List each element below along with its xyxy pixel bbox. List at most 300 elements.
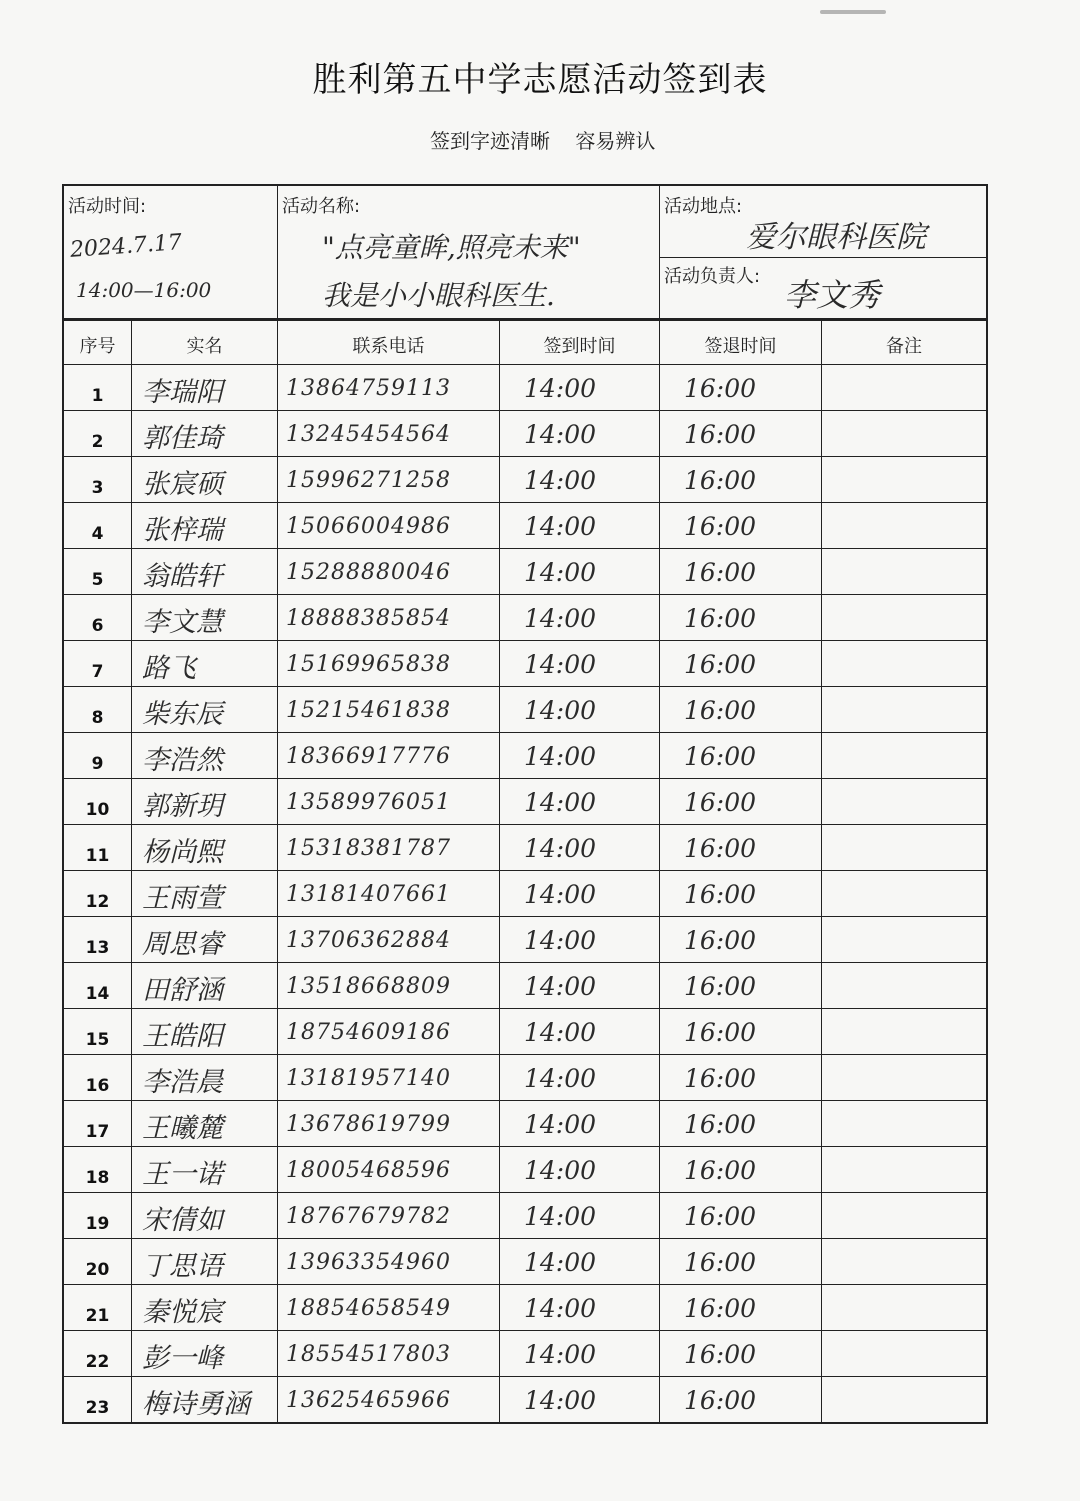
phone-number-cell xyxy=(278,549,500,594)
signer-name: 路飞 xyxy=(142,653,196,684)
note-cell xyxy=(822,1377,986,1422)
signer-name: 王皓阳 xyxy=(142,1021,223,1052)
phone-number-cell xyxy=(278,457,500,502)
phone-number-cell xyxy=(278,1009,500,1054)
signer-name-cell xyxy=(132,963,278,1008)
signin-time-cell xyxy=(500,825,660,870)
activity-location-cell xyxy=(660,186,986,258)
signer-name: 李浩然 xyxy=(142,745,223,776)
signin-time-cell xyxy=(500,641,660,686)
seq-number-cell xyxy=(64,595,132,640)
note-cell xyxy=(822,733,986,778)
signer-name-cell xyxy=(132,917,278,962)
signer-name-cell xyxy=(132,1285,278,1330)
signin-time: 14:00 xyxy=(524,1248,597,1277)
seq-number-cell xyxy=(64,871,132,916)
signin-time: 14:00 xyxy=(524,696,597,725)
phone-number-cell xyxy=(278,1377,500,1422)
signout-time-cell xyxy=(660,963,822,1008)
phone-number-cell xyxy=(278,1147,500,1192)
signout-time-cell xyxy=(660,641,822,686)
signer-name: 田舒涵 xyxy=(142,975,223,1006)
note-cell xyxy=(822,595,986,640)
signout-time-cell xyxy=(660,549,822,594)
signout-time: 16:00 xyxy=(684,696,757,725)
header-note-label: 备注 xyxy=(886,336,922,357)
table-row xyxy=(64,456,986,502)
activity-location-label: 活动地点: xyxy=(664,196,743,217)
table-row xyxy=(64,916,986,962)
signout-time: 16:00 xyxy=(684,1340,757,1369)
phone-number: 18854658549 xyxy=(286,1296,451,1321)
header-signout xyxy=(660,321,822,364)
seq-number: 23 xyxy=(85,1398,110,1418)
signer-name-cell xyxy=(132,1193,278,1238)
activity-time-cell xyxy=(64,186,278,318)
signin-time-cell xyxy=(500,733,660,778)
phone-number: 13589976051 xyxy=(286,790,451,815)
table-row xyxy=(64,1376,986,1422)
signout-time: 16:00 xyxy=(684,1064,757,1093)
signout-time-cell xyxy=(660,1285,822,1330)
phone-number: 13518668809 xyxy=(286,974,451,999)
phone-number: 15169965838 xyxy=(286,652,451,677)
signin-time-cell xyxy=(500,411,660,456)
signer-name: 王一诺 xyxy=(142,1159,223,1190)
table-row xyxy=(64,824,986,870)
signer-name-cell xyxy=(132,549,278,594)
note-cell xyxy=(822,365,986,410)
note-cell xyxy=(822,687,986,732)
seq-number-cell xyxy=(64,825,132,870)
table-row xyxy=(64,1146,986,1192)
signin-time-cell xyxy=(500,1193,660,1238)
signin-table xyxy=(62,320,988,1424)
header-signin-label: 签到时间 xyxy=(543,336,616,357)
note-cell xyxy=(822,1193,986,1238)
activity-time-range: 14:00—16:00 xyxy=(76,278,212,302)
phone-number: 18554517803 xyxy=(286,1342,451,1367)
seq-number: 20 xyxy=(85,1260,110,1280)
signout-time-cell xyxy=(660,1147,822,1192)
signer-name: 郭佳琦 xyxy=(142,423,223,454)
signout-time: 16:00 xyxy=(684,512,757,541)
activity-location: 爱尔眼科医院 xyxy=(746,220,926,255)
signout-time-cell xyxy=(660,825,822,870)
table-row xyxy=(64,548,986,594)
signout-time: 16:00 xyxy=(684,1110,757,1139)
signin-time-cell xyxy=(500,1377,660,1422)
seq-number: 15 xyxy=(85,1030,110,1050)
table-row xyxy=(64,778,986,824)
signout-time-cell xyxy=(660,411,822,456)
signout-time: 16:00 xyxy=(684,1018,757,1047)
signer-name-cell xyxy=(132,1055,278,1100)
signer-name-cell xyxy=(132,733,278,778)
signer-name: 周思睿 xyxy=(142,929,223,960)
signin-time: 14:00 xyxy=(524,1202,597,1231)
signin-time: 14:00 xyxy=(524,650,597,679)
table-row xyxy=(64,502,986,548)
seq-number-cell xyxy=(64,1147,132,1192)
signout-time-cell xyxy=(660,779,822,824)
phone-number-cell xyxy=(278,733,500,778)
signin-time-cell xyxy=(500,963,660,1008)
activity-name-line1: "点亮童眸,照亮未来" xyxy=(322,231,581,264)
header-name-label: 实名 xyxy=(186,336,223,357)
signin-time: 14:00 xyxy=(524,420,597,449)
seq-number-cell xyxy=(64,687,132,732)
seq-number-cell xyxy=(64,779,132,824)
table-row xyxy=(64,1284,986,1330)
note-cell xyxy=(822,779,986,824)
seq-number: 4 xyxy=(91,524,104,544)
signer-name-cell xyxy=(132,687,278,732)
signer-name: 秦悦宸 xyxy=(142,1297,223,1328)
signer-name: 张宸硕 xyxy=(142,469,223,500)
seq-number-cell xyxy=(64,917,132,962)
phone-number: 18754609186 xyxy=(286,1020,451,1045)
signin-time: 14:00 xyxy=(524,374,597,403)
signer-name: 柴东辰 xyxy=(142,699,223,730)
signer-name-cell xyxy=(132,825,278,870)
table-row xyxy=(64,364,986,410)
note-cell xyxy=(822,503,986,548)
signout-time-cell xyxy=(660,457,822,502)
signin-time: 14:00 xyxy=(524,880,597,909)
table-row xyxy=(64,640,986,686)
signer-name: 李瑞阳 xyxy=(142,377,223,408)
signer-name-cell xyxy=(132,595,278,640)
phone-number: 13963354960 xyxy=(286,1250,451,1275)
signin-time-cell xyxy=(500,917,660,962)
signout-time-cell xyxy=(660,1193,822,1238)
signin-time-cell xyxy=(500,871,660,916)
header-phone-label: 联系电话 xyxy=(352,336,425,357)
signout-time: 16:00 xyxy=(684,374,757,403)
signer-name: 郭新玥 xyxy=(142,791,223,822)
header-seq xyxy=(64,321,132,364)
phone-number-cell xyxy=(278,1285,500,1330)
seq-number: 8 xyxy=(91,708,104,728)
seq-number-cell xyxy=(64,549,132,594)
signin-time: 14:00 xyxy=(524,1018,597,1047)
signout-time: 16:00 xyxy=(684,742,757,771)
signer-name: 梅诗勇涵 xyxy=(142,1389,250,1420)
signin-time: 14:00 xyxy=(524,742,597,771)
phone-number: 15066004986 xyxy=(286,514,451,539)
table-row xyxy=(64,1238,986,1284)
seq-number: 10 xyxy=(85,800,110,820)
signout-time-cell xyxy=(660,871,822,916)
table-row xyxy=(64,410,986,456)
signout-time-cell xyxy=(660,1055,822,1100)
activity-name-label: 活动名称: xyxy=(282,196,361,217)
phone-number: 18366917776 xyxy=(286,744,451,769)
signin-time: 14:00 xyxy=(524,1294,597,1323)
phone-number-cell xyxy=(278,687,500,732)
activity-leader-label: 活动负责人: xyxy=(664,266,761,287)
signout-time: 16:00 xyxy=(684,926,757,955)
note-cell xyxy=(822,1055,986,1100)
table-row xyxy=(64,962,986,1008)
signout-time-cell xyxy=(660,1009,822,1054)
phone-number: 18005468596 xyxy=(286,1158,451,1183)
phone-number: 13864759113 xyxy=(286,376,451,401)
signer-name-cell xyxy=(132,365,278,410)
signout-time-cell xyxy=(660,917,822,962)
seq-number-cell xyxy=(64,503,132,548)
phone-number-cell xyxy=(278,503,500,548)
seq-number: 1 xyxy=(91,386,104,406)
signout-time-cell xyxy=(660,733,822,778)
seq-number-cell xyxy=(64,1055,132,1100)
signout-time: 16:00 xyxy=(684,466,757,495)
signin-time-cell xyxy=(500,1331,660,1376)
signout-time: 16:00 xyxy=(684,650,757,679)
seq-number: 16 xyxy=(85,1076,110,1096)
table-row xyxy=(64,1008,986,1054)
table-row xyxy=(64,1054,986,1100)
signer-name-cell xyxy=(132,411,278,456)
phone-number: 13706362884 xyxy=(286,928,451,953)
table-header xyxy=(64,320,986,364)
seq-number-cell xyxy=(64,641,132,686)
phone-number-cell xyxy=(278,963,500,1008)
signout-time: 16:00 xyxy=(684,1248,757,1277)
signin-time-cell xyxy=(500,365,660,410)
note-cell xyxy=(822,1147,986,1192)
seq-number: 17 xyxy=(85,1122,110,1142)
seq-number: 2 xyxy=(91,432,104,452)
seq-number: 21 xyxy=(85,1306,110,1326)
phone-number: 18888385854 xyxy=(286,606,451,631)
seq-number: 14 xyxy=(85,984,110,1004)
signin-time: 14:00 xyxy=(524,972,597,1001)
table-row xyxy=(64,870,986,916)
activity-date: 2024.7.17 xyxy=(69,230,183,263)
signin-time: 14:00 xyxy=(524,558,597,587)
note-cell xyxy=(822,1285,986,1330)
seq-number: 11 xyxy=(85,846,110,866)
signout-time-cell xyxy=(660,595,822,640)
signout-time: 16:00 xyxy=(684,1156,757,1185)
signin-time-cell xyxy=(500,549,660,594)
signer-name: 王雨萱 xyxy=(142,883,223,914)
seq-number-cell xyxy=(64,1009,132,1054)
signin-time-cell xyxy=(500,503,660,548)
signer-name-cell xyxy=(132,1147,278,1192)
signer-name: 李浩晨 xyxy=(142,1067,223,1098)
signout-time: 16:00 xyxy=(684,972,757,1001)
activity-name-cell xyxy=(278,186,660,318)
signer-name-cell xyxy=(132,503,278,548)
phone-number: 15215461838 xyxy=(286,698,451,723)
signin-time: 14:00 xyxy=(524,1110,597,1139)
signin-time-cell xyxy=(500,1101,660,1146)
header-note xyxy=(822,321,986,364)
signout-time: 16:00 xyxy=(684,1386,757,1415)
activity-name-line2: 我是小小眼科医生. xyxy=(322,279,555,312)
phone-number: 13245454564 xyxy=(286,422,451,447)
signout-time-cell xyxy=(660,365,822,410)
signin-time-cell xyxy=(500,1239,660,1284)
phone-number-cell xyxy=(278,1239,500,1284)
phone-number-cell xyxy=(278,1193,500,1238)
signout-time-cell xyxy=(660,1377,822,1422)
signin-time-cell xyxy=(500,687,660,732)
page-title: 胜利第五中学志愿活动签到表 xyxy=(312,60,768,100)
note-cell xyxy=(822,825,986,870)
seq-number-cell xyxy=(64,963,132,1008)
signout-time-cell xyxy=(660,1101,822,1146)
seq-number-cell xyxy=(64,733,132,778)
table-row xyxy=(64,1330,986,1376)
page-subtitle: 签到字迹清晰 容易辨认 xyxy=(430,129,656,153)
phone-number-cell xyxy=(278,1055,500,1100)
signer-name: 丁思语 xyxy=(142,1251,223,1282)
signer-name: 杨尚熙 xyxy=(142,837,223,868)
signin-time: 14:00 xyxy=(524,834,597,863)
activity-leader-cell xyxy=(660,258,986,318)
header-phone xyxy=(278,321,500,364)
phone-number: 15996271258 xyxy=(286,468,451,493)
seq-number-cell xyxy=(64,1285,132,1330)
note-cell xyxy=(822,963,986,1008)
phone-number: 13181407661 xyxy=(286,882,451,907)
signout-time: 16:00 xyxy=(684,834,757,863)
signer-name-cell xyxy=(132,1009,278,1054)
seq-number-cell xyxy=(64,1377,132,1422)
signer-name: 李文慧 xyxy=(142,607,223,638)
signout-time: 16:00 xyxy=(684,1294,757,1323)
signin-time: 14:00 xyxy=(524,926,597,955)
seq-number-cell xyxy=(64,457,132,502)
signout-time: 16:00 xyxy=(684,880,757,909)
phone-number: 13181957140 xyxy=(286,1066,451,1091)
note-cell xyxy=(822,549,986,594)
seq-number-cell xyxy=(64,411,132,456)
note-cell xyxy=(822,457,986,502)
signin-time: 14:00 xyxy=(524,788,597,817)
signer-name-cell xyxy=(132,1239,278,1284)
signer-name-cell xyxy=(132,1101,278,1146)
phone-number-cell xyxy=(278,641,500,686)
phone-number: 15318381787 xyxy=(286,836,451,861)
activity-time-label: 活动时间: xyxy=(68,196,147,217)
phone-number-cell xyxy=(278,917,500,962)
signout-time: 16:00 xyxy=(684,788,757,817)
signer-name: 彭一峰 xyxy=(142,1343,223,1374)
note-cell xyxy=(822,641,986,686)
phone-number: 18767679782 xyxy=(286,1204,451,1229)
signin-time-cell xyxy=(500,1285,660,1330)
signin-time: 14:00 xyxy=(524,1064,597,1093)
header-seq-label: 序号 xyxy=(79,336,116,357)
seq-number: 19 xyxy=(85,1214,110,1234)
seq-number-cell xyxy=(64,1193,132,1238)
signer-name: 宋倩如 xyxy=(142,1205,223,1236)
activity-leader: 李文秀 xyxy=(784,276,881,314)
signout-time-cell xyxy=(660,687,822,732)
phone-number-cell xyxy=(278,365,500,410)
note-cell xyxy=(822,871,986,916)
phone-number: 15288880046 xyxy=(286,560,451,585)
signin-time: 14:00 xyxy=(524,1386,597,1415)
signin-time: 14:00 xyxy=(524,466,597,495)
signin-time-cell xyxy=(500,1055,660,1100)
signout-time: 16:00 xyxy=(684,604,757,633)
phone-number-cell xyxy=(278,871,500,916)
signout-time-cell xyxy=(660,1239,822,1284)
note-cell xyxy=(822,1009,986,1054)
seq-number: 3 xyxy=(91,478,104,498)
seq-number: 13 xyxy=(85,938,110,958)
note-cell xyxy=(822,1331,986,1376)
seq-number: 12 xyxy=(85,892,110,912)
signout-time: 16:00 xyxy=(684,420,757,449)
seq-number-cell xyxy=(64,1239,132,1284)
signin-time: 14:00 xyxy=(524,512,597,541)
seq-number: 22 xyxy=(85,1352,110,1372)
signer-name-cell xyxy=(132,641,278,686)
signer-name: 翁皓轩 xyxy=(142,561,223,592)
table-row xyxy=(64,686,986,732)
signer-name-cell xyxy=(132,779,278,824)
seq-number: 7 xyxy=(91,662,104,682)
seq-number-cell xyxy=(64,365,132,410)
note-cell xyxy=(822,1101,986,1146)
phone-number-cell xyxy=(278,595,500,640)
signin-time: 14:00 xyxy=(524,1340,597,1369)
seq-number: 9 xyxy=(91,754,104,774)
scan-mark xyxy=(820,10,886,14)
signin-time-cell xyxy=(500,1009,660,1054)
phone-number-cell xyxy=(278,1101,500,1146)
phone-number-cell xyxy=(278,825,500,870)
note-cell xyxy=(822,917,986,962)
signer-name: 王曦麓 xyxy=(142,1113,223,1144)
seq-number-cell xyxy=(64,1101,132,1146)
seq-number: 6 xyxy=(91,616,104,636)
note-cell xyxy=(822,1239,986,1284)
seq-number: 18 xyxy=(85,1168,110,1188)
note-cell xyxy=(822,411,986,456)
activity-info-box xyxy=(62,184,988,320)
header-signout-label: 签退时间 xyxy=(704,336,777,357)
phone-number-cell xyxy=(278,1331,500,1376)
seq-number-cell xyxy=(64,1331,132,1376)
signout-time-cell xyxy=(660,503,822,548)
header-signin xyxy=(500,321,660,364)
table-row xyxy=(64,732,986,778)
signin-time: 14:00 xyxy=(524,1156,597,1185)
seq-number: 5 xyxy=(91,570,104,590)
header-name xyxy=(132,321,278,364)
signin-time-cell xyxy=(500,779,660,824)
phone-number-cell xyxy=(278,779,500,824)
signer-name-cell xyxy=(132,1331,278,1376)
signin-time-cell xyxy=(500,595,660,640)
signin-time-cell xyxy=(500,457,660,502)
phone-number: 13678619799 xyxy=(286,1112,451,1137)
phone-number: 13625465966 xyxy=(286,1388,451,1413)
table-row xyxy=(64,594,986,640)
signin-time: 14:00 xyxy=(524,604,597,633)
signer-name-cell xyxy=(132,457,278,502)
signout-time: 16:00 xyxy=(684,558,757,587)
signin-time-cell xyxy=(500,1147,660,1192)
